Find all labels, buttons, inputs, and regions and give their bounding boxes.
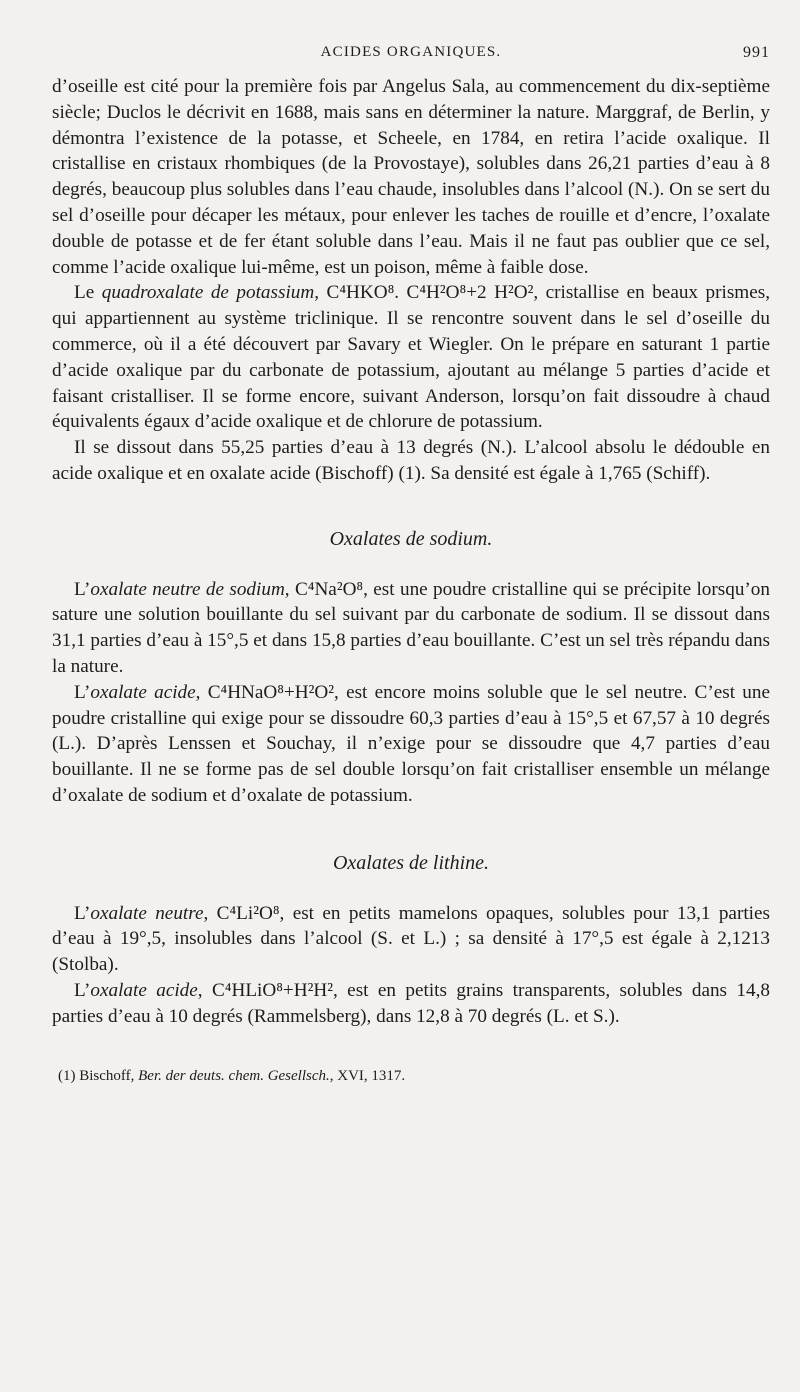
paragraph-text: , C⁴Na²O⁸, est une poudre cristalline qui se précipite lorsqu’on sature une solution bouillante du sel suivant par du carbonate de sodium. Il se dissout dans 31,1 parties d’eau à 15°,5 et dans 15,8 parties d’eau bouillante. C’est un sel très répandu dans la nature. <box>52 578 770 677</box>
footnote-lead: (1) Bischoff, <box>58 1067 139 1084</box>
compound-name: oxalate neutre de sodium <box>90 578 285 600</box>
paragraph-text: , C⁴HNaO⁸+H²O², est encore moins soluble que le sel neutre. C’est une poudre cristalline qui exige pour se dissoudre 60,3 parties d’eau à 15°,5 et 67,57 à 10 degrés (L.). D’après Lenssen et Souchay, il n’exige pour se dissoudre que 4,7 parties d’eau bouillante. Il ne se forme pas de sel double lorsqu’on fait cristalliser ensemble un mélange d’oxalate de sodium et d’oxalate de potassium. <box>52 681 771 806</box>
paragraph-quadroxalate <box>52 280 770 435</box>
paragraph-sel-oseille: d’oseille est cité pour la première fois par Angelus Sala, au commencement du dix-septième siècle; Duclos le décrivit en 1688, mais sans en déterminer la nature. Marggraf, de Berlin, y démontra l’existence de la potasse, et Scheele, en 1784, en retira l’acide oxalique. Il cristallise en cristaux rhombiques (de la Provostaye), solubles dans 26,21 parties d’eau à 8 degrés, beaucoup plus solubles dans l’eau chaude, insolubles dans l’alcool (N.). On se sert du sel d’oseille pour décaper les métaux, pour enlever les taches de rouille et d’encre, l’oxalate double de potasse et de fer étant soluble dans l’eau. Mais il ne faut pas oublier que ce sel, comme l’acide oxalique lui-même, est un poison, même à faible dose. <box>52 76 770 278</box>
compound-name: quadroxalate de potassium <box>101 282 315 304</box>
body-text <box>52 74 770 1030</box>
compound-name: oxalate acide <box>90 979 198 1001</box>
paragraph-lead: Le <box>74 282 102 304</box>
paragraph-lead: L’ <box>74 979 91 1001</box>
section-title-sodium: Oxalates de sodium. <box>329 527 493 550</box>
running-head: ACIDES ORGANIQUES. <box>320 44 502 60</box>
compound-name: oxalate acide <box>90 681 196 703</box>
footnote <box>52 1066 770 1086</box>
paragraph-oxalate-neutre-sodium <box>52 577 770 680</box>
paragraph-lead: L’ <box>74 578 91 600</box>
paragraph-dissolution: Il se dissout dans 55,25 parties d’eau à 13 degrés (N.). L’alcool absolu le dédouble en acide oxalique et en oxalate acide (Bischoff) (1). Sa densité est égale à 1,765 (Schiff). <box>52 437 770 484</box>
compound-name: oxalate neutre <box>90 902 204 924</box>
paragraph-text: , C⁴Li²O⁸, est en petits mamelons opaques, solubles pour 13,1 parties d’eau à 19°,5, insolubles dans l’alcool (S. et L.) ; sa densité à 17°,5 est égale à 2,1213 (Stolba). <box>52 902 770 976</box>
section-title-lithine: Oxalates de lithine. <box>332 851 490 874</box>
paragraph-oxalate-acide-lithine <box>52 978 770 1030</box>
paragraph-oxalate-acide-sodium <box>52 680 770 809</box>
footnote-journal: Ber. der deuts. chem. Gesellsch. <box>138 1067 330 1084</box>
footnote-rest: , XVI, 1317. <box>329 1067 406 1084</box>
page-number: 991 <box>743 44 770 61</box>
paragraph-lead: L’ <box>74 902 91 924</box>
paragraph-lead: L’ <box>74 681 91 703</box>
paragraph-oxalate-neutre-lithine <box>52 901 770 978</box>
page-header <box>52 44 770 74</box>
paragraph-text: , C⁴HKO⁸. C⁴H²O⁸+2 H²O², cristallise en beaux prismes, qui appartiennent au système triclinique. Il se rencontre souvent dans le sel d’oseille du commerce, où il a été découvert par Savary et Wiegler. On le prépare en saturant 1 partie d’acide oxalique par du carbonate de potassium, ajoutant au mélange 5 parties d’acide et faisant cristalliser. Il se forme encore, suivant Anderson, lorsqu’on fait dissoudre à chaud équivalents égaux d’acide oxalique et de chlorure de potassium. <box>52 282 770 433</box>
paragraph-text: , C⁴HLiO⁸+H²H², est en petits grains transparents, solubles dans 14,8 parties d’eau à 10 degrés (Rammelsberg), dans 12,8 à 70 degrés (L. et S.). <box>52 979 771 1027</box>
